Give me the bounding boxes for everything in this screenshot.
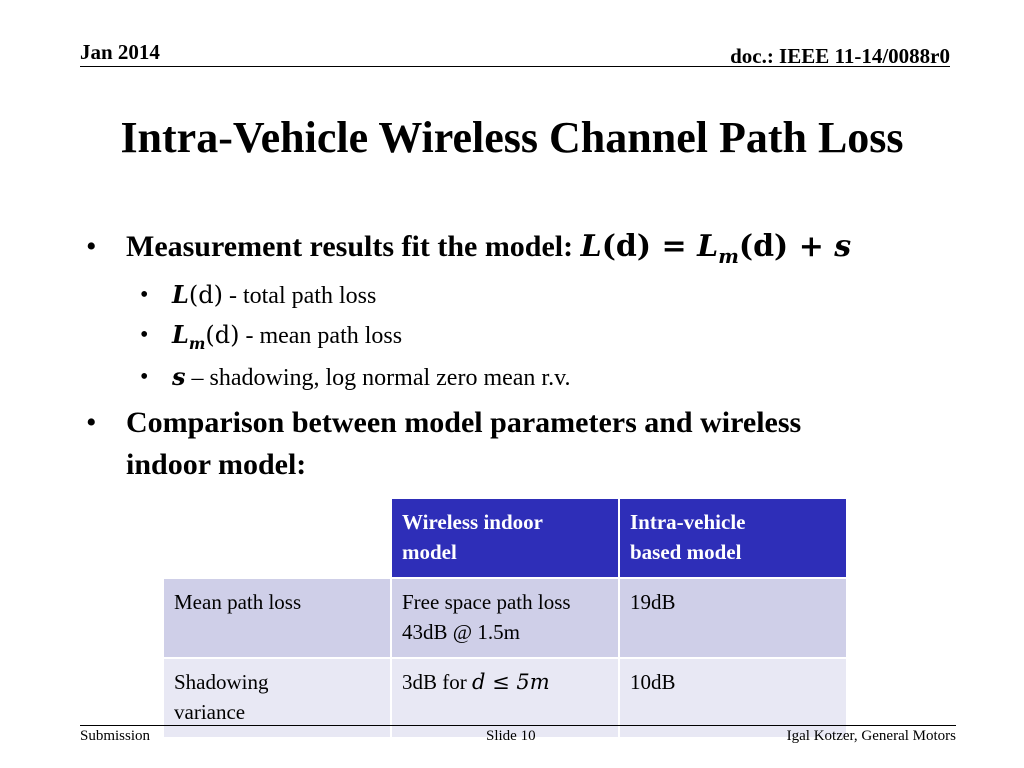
row-label-shadowing-variance: Shadowing variance xyxy=(163,658,391,738)
row-label-mean-path-loss: Mean path loss xyxy=(163,578,391,658)
cell-indoor-shadowing: 3dB for d ≤ 5m xyxy=(391,658,619,738)
bullet-dot: • xyxy=(86,406,97,439)
header-wireless-indoor: Wireless indoor model xyxy=(391,498,619,578)
header-doc-id: doc.: IEEE 11-14/0088r0 xyxy=(730,44,950,68)
header-date: Jan 2014 xyxy=(80,40,160,64)
bullet-model-text: Measurement results fit the model: $L(d) = L_m(d) + s$ xyxy=(126,229,852,268)
bullet-dot: • xyxy=(86,230,97,263)
cell-vehicle-mean-path-loss: 19dB xyxy=(619,578,847,658)
footer-submission: Submission xyxy=(80,728,151,744)
bullet-dot: • xyxy=(140,282,149,308)
bullet-comparison-text: Comparison between model parameters and wireless indoor model: xyxy=(126,406,802,481)
footer-author: Igal Kotzer, General Motors xyxy=(786,728,956,744)
footer-slide-number: Slide 10 xyxy=(486,728,536,744)
cell-vehicle-shadowing: 10dB xyxy=(619,658,847,738)
comparison-table xyxy=(162,497,848,739)
table-row xyxy=(163,658,847,738)
bullet-dot: • xyxy=(140,364,149,390)
table-corner-cell xyxy=(163,498,391,578)
table-header-row xyxy=(163,498,847,578)
table-row xyxy=(163,578,847,658)
bullet-dot: • xyxy=(140,322,149,348)
header-rule xyxy=(80,66,950,67)
footer-rule xyxy=(80,725,956,726)
cell-indoor-mean-path-loss: Free space path loss 43dB @ 1.5m xyxy=(391,578,619,658)
slide-title: Intra-Vehicle Wireless Channel Path Loss xyxy=(120,113,904,162)
header-intra-vehicle: Intra-vehicle based model xyxy=(619,498,847,578)
